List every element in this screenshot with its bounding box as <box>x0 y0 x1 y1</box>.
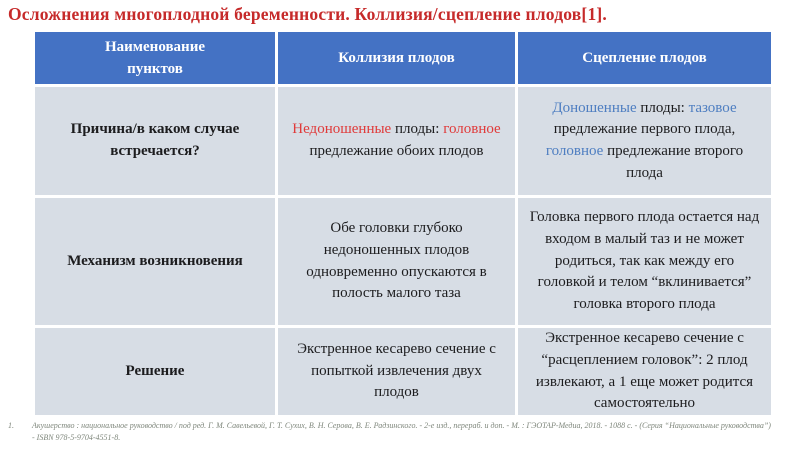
column-header-items: Наименование пунктов <box>35 32 275 84</box>
cell-cause-coupling: Доношенные плоды: тазовое предлежание первого плода, головное предлежание второго плода <box>518 87 771 195</box>
row-label-mechanism: Механизм возникновения <box>35 198 275 325</box>
cell-mechanism-collision: Обе головки глубоко недоношенных плодов одновременно опускаются в полость малого таза <box>278 198 515 325</box>
cell-solution-coupling: Экстренное кесарево сечение с “расцеплением головок”: 2 плод извлекают, а 1 еще может родится самостоятельно <box>518 328 771 415</box>
cell-cause-collision: Недоношенные плоды: головное предлежание обоих плодов <box>278 87 515 195</box>
footnote <box>8 420 794 445</box>
column-header-collision: Коллизия плодов <box>278 32 515 84</box>
comparison-table <box>35 32 768 415</box>
column-header-coupling: Сцепление плодов <box>518 32 771 84</box>
cell-mechanism-coupling: Головка первого плода остается над входом в малый таз и не может родиться, так как между его головкой и телом “вклинивается” головка второго плода <box>518 198 771 325</box>
footnote-citation: Акушерство : национальное руководство / под ред. Г. М. Савельевой, Г. Т. Сухих, В. Н. Серова, В. Е. Радзинского. - 2-е изд., перераб. и доп. - М. : ГЭОТАР-Медиа, 2018. - 1088 с. - (Серия “Национальные руководства”) - ISBN 978-5-9704-4551-8. <box>32 421 771 443</box>
footnote-number: 1. <box>8 421 14 430</box>
slide-title: Осложнения многоплодной беременности. Коллизия/сцепление плодов[1]. <box>8 4 607 24</box>
cell-solution-collision: Экстренное кесарево сечение с попыткой извлечения двух плодов <box>278 328 515 415</box>
row-label-solution: Решение <box>35 328 275 415</box>
row-label-cause: Причина/в каком случае встречается? <box>35 87 275 195</box>
